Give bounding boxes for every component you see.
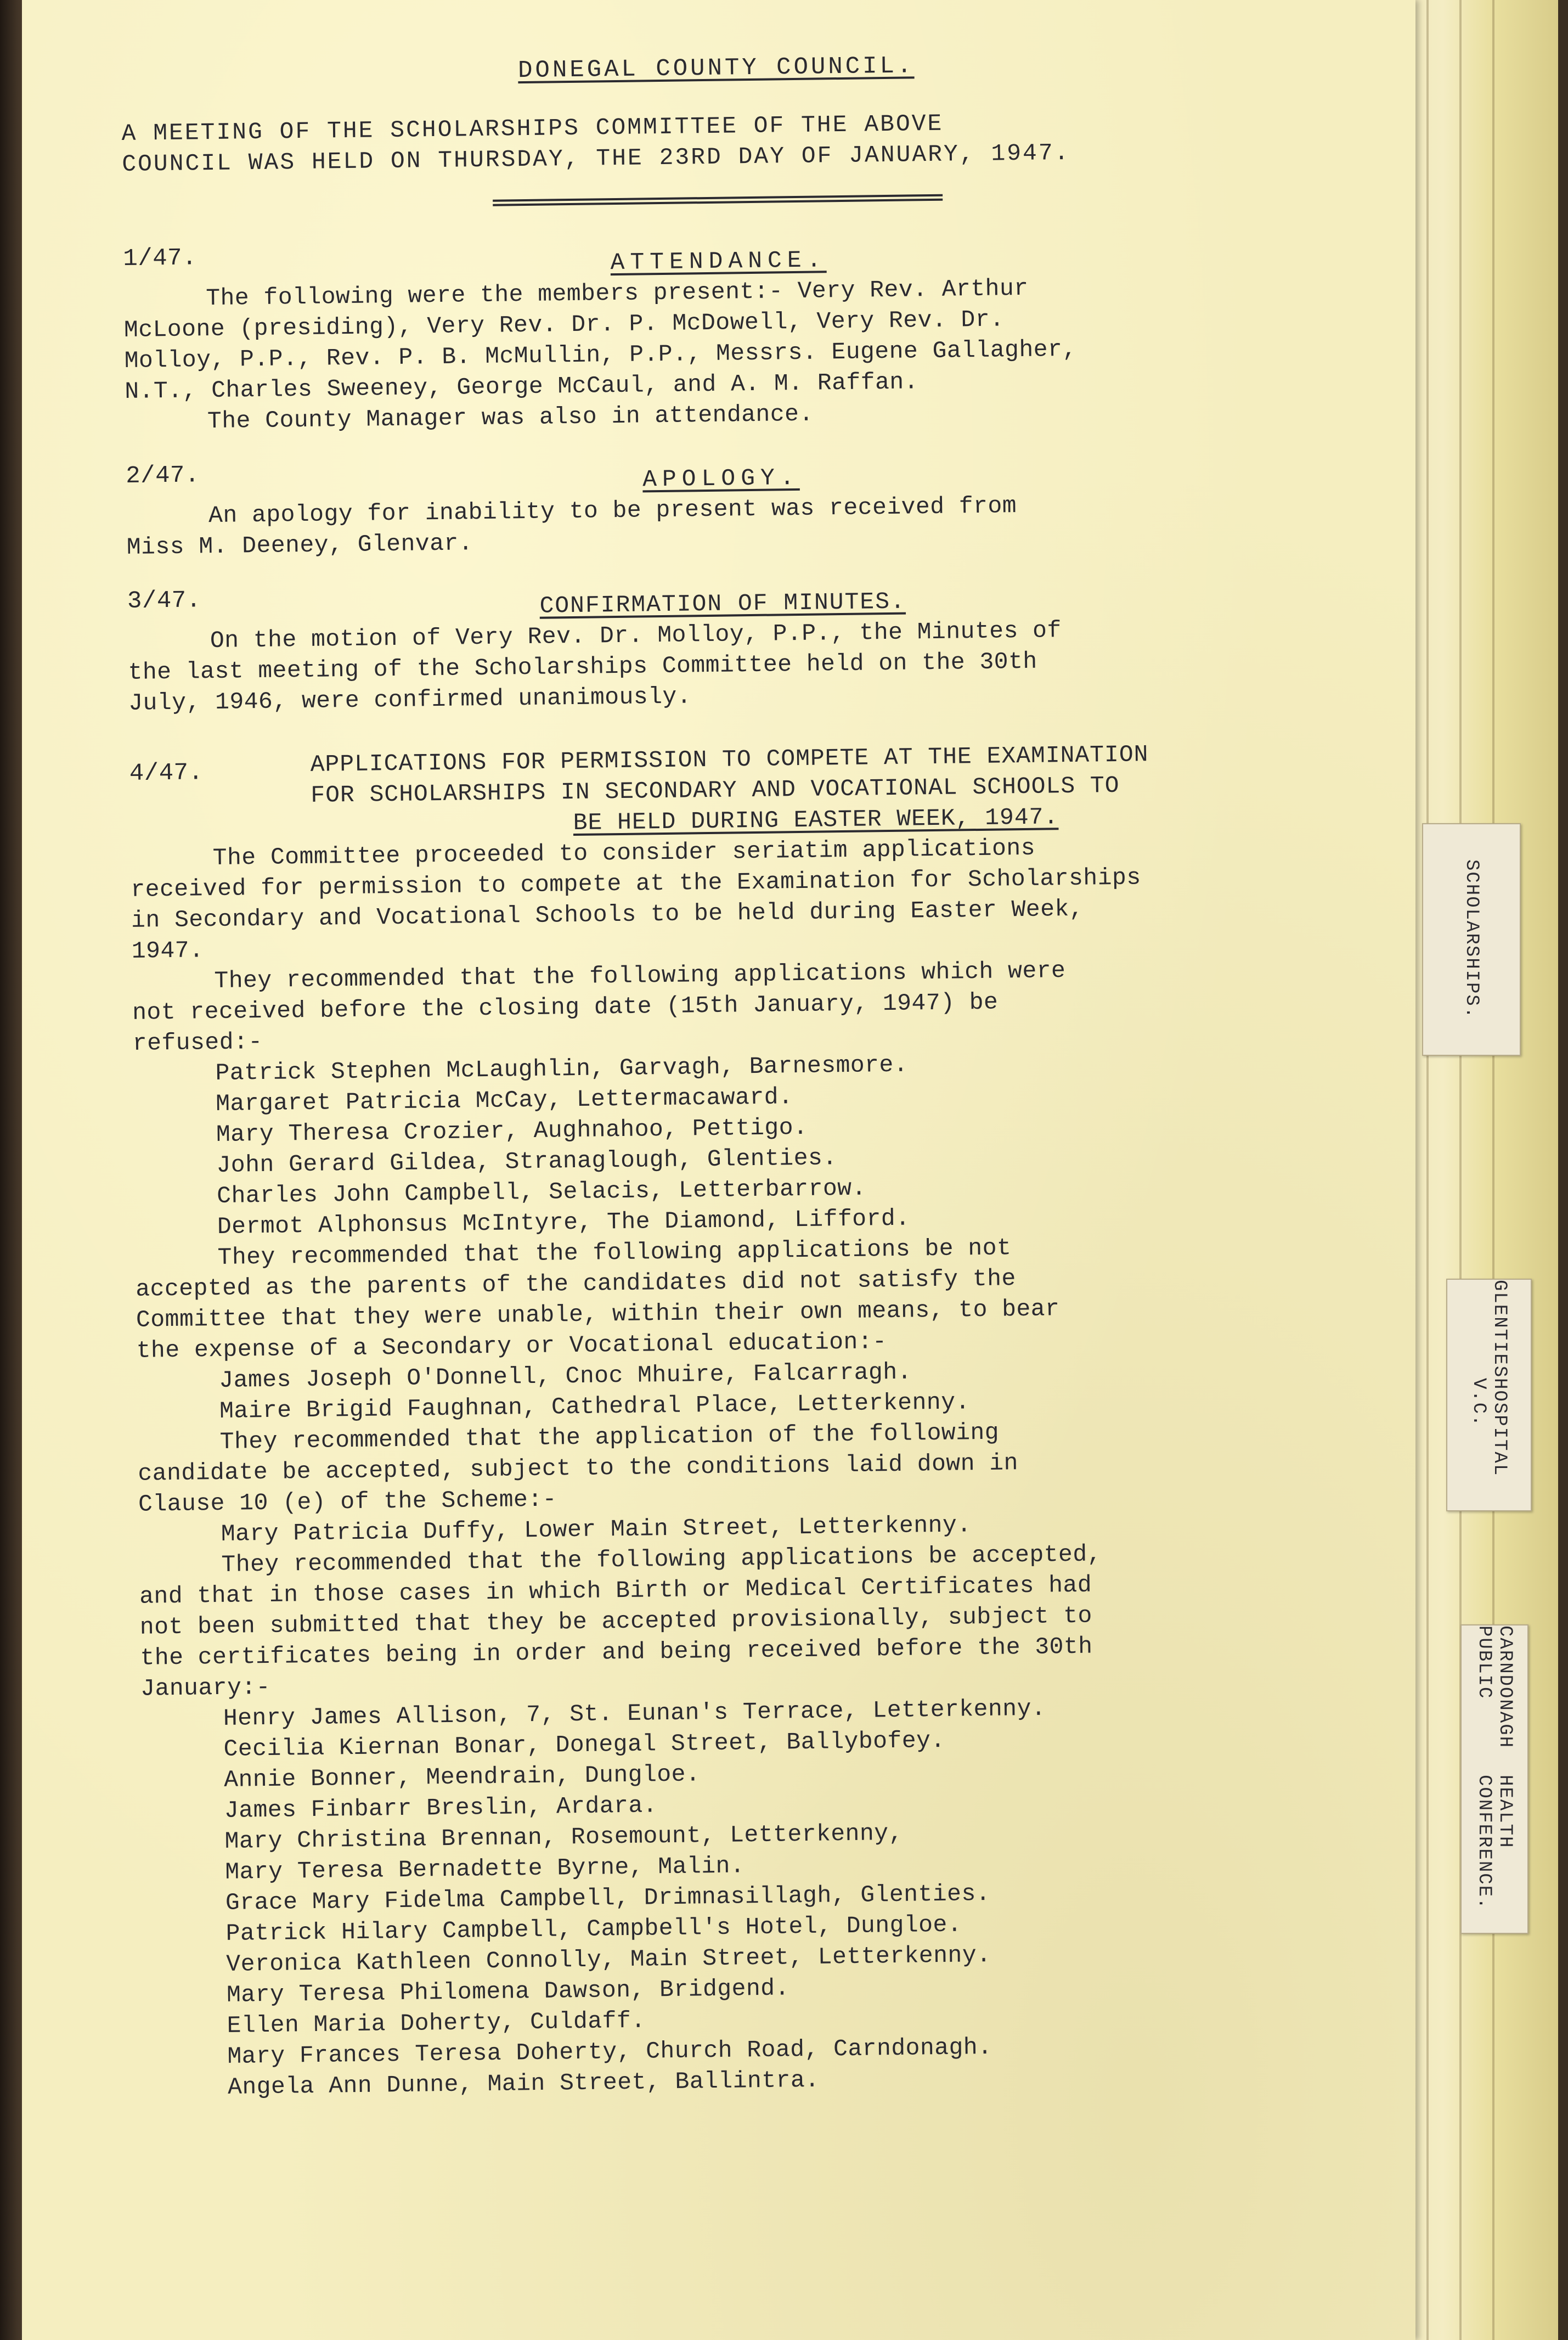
body-line: accepted as the parents of the candidates did not satisfy the [136,1265,1017,1303]
page-edge [1459,0,1462,2340]
section-applications [129,737,1336,2103]
underlying-pages [1394,0,1558,2340]
list-item: Mary Teresa Philomena Dawson, Bridgend. [226,1975,790,2009]
body-line: On the motion of Very Rev. Dr. Molloy, P.P., the Minutes of [210,617,1062,655]
body-line: candidate be accepted, subject to the conditions laid down in [138,1449,1019,1487]
list-item: Veronica Kathleen Connolly, Main Street, Letterkenny. [226,1941,991,1978]
section-number: 3/47. [127,587,201,615]
body-line: refused:- [132,1028,263,1057]
body-line: the certificates being in order and being received before the 30th [140,1633,1093,1672]
body-line: Molloy, P.P., Rev. P. B. McMullin, P.P., Messrs. Eugene Gallagher, [124,335,1077,374]
list-item: Dermot Alphonsus McIntyre, The Diamond, Lifford. [217,1205,910,1241]
page-edge [1426,0,1429,2340]
body-line: N.T., Charles Sweeney, George McCaul, and A. M. Raffan. [125,368,919,405]
tab-label: SCHOLARSHIPS. [1461,859,1482,1020]
body-line: The County Manager was also in attendance. [207,400,814,435]
section-heading: APOLOGY. [642,464,800,493]
body-line: the expense of a Secondary or Vocational education:- [136,1328,887,1364]
list-item: Mary Theresa Crozier, Aughnahoo, Pettigo. [216,1113,808,1149]
section-number: 4/47. [129,759,204,788]
section-number: 2/47. [125,462,200,490]
list-item: James Joseph O'Donnell, Cnoc Mhuire, Falcarragh. [219,1358,912,1394]
double-rule [493,194,943,206]
list-item: Maire Brigid Faughnan, Cathedral Place, Letterkenny. [219,1388,971,1425]
tab-label: CARNDONAGH PUBLIC [1474,1625,1515,1749]
body-line: They recommended that the following applications be accepted, [221,1540,1102,1578]
body-line: Clause 10 (e) of the Scheme:- [138,1486,557,1518]
section-number: 1/47. [123,244,198,273]
binding-spine [0,0,22,2340]
body-line: They recommended that the application of the following [219,1419,1000,1455]
section-minutes [127,581,1319,718]
index-tab-scholarships[interactable] [1422,823,1521,1056]
list-item: Mary Patricia Duffy, Lower Main Street, Letterkenny. [221,1511,972,1548]
tab-label: HEALTH CONFERENCE. [1474,1775,1515,1910]
accepted-list [141,1690,1336,2103]
tab-label: GLENTIES [1489,1280,1510,1379]
intro-line-1: A MEETING OF THE SCHOLARSHIPS COMMITTEE OF THE ABOVE [121,110,944,147]
section-apology [126,456,1317,562]
body-line: not received before the closing date (15th January, 1947) be [132,988,999,1026]
heading-line: BE HELD DURING EASTER WEEK, 1947. [573,803,1059,837]
list-item: Ellen Maria Doherty, Culdaff. [227,2007,646,2039]
body-line: The Committee proceeded to consider seriatim applications [212,834,1036,872]
body-line: 1947. [131,937,204,965]
body-line: received for permission to compete at the Examination for Scholarships [131,864,1141,903]
section-heading [310,737,1321,841]
body-line: the last meeting of the Scholarships Committee held on the 30th [128,648,1037,686]
body-line: They recommended that the following applications be not [217,1234,1012,1272]
list-item: Mary Frances Teresa Doherty, Church Road, Carndonagh. [227,2033,992,2070]
heading-line: APPLICATIONS FOR PERMISSION TO COMPETE AT THE EXAMINATION [310,741,1149,778]
section-heading: ATTENDANCE. [610,246,827,277]
list-item: Charles John Campbell, Selacis, Letterbarrow. [216,1174,867,1210]
body-line: They recommended that the following applications which were [214,957,1066,995]
body-line: January:- [140,1673,271,1702]
body-line: An apology for inability to be present was received from [208,492,1017,530]
body-line: McLoone (presiding), Very Rev. Dr. P. McDowell, Very Rev. Dr. [123,306,1005,344]
body-line: July, 1946, were confirmed unanimously. [128,683,692,717]
heading-line: FOR SCHOLARSHIPS IN SECONDARY AND VOCATIONAL SCHOOLS TO [311,772,1120,809]
list-item: Mary Christina Brennan, Rosemount, Letterkenny, [224,1819,904,1855]
section-attendance [123,239,1316,437]
body-line: and that in those cases in which Birth or Medical Certificates had [139,1571,1092,1610]
section-heading: CONFIRMATION OF MINUTES. [539,588,906,620]
body-line: Committee that they were unable, within their own means, to bear [136,1295,1060,1334]
tab-label: HOSPITAL V.C. [1468,1378,1510,1477]
typed-text [121,46,1336,2103]
body-line: in Secondary and Vocational Schools to be held during Easter Week, [131,895,1084,934]
list-item: Margaret Patricia McCay, Lettermacaward. [215,1083,793,1118]
body-line: The following were the members present:- Very Rev. Arthur [206,274,1029,312]
index-tab-glenties[interactable] [1446,1279,1532,1511]
page-edge [1492,0,1494,2340]
list-item: Angela Ann Dunne, Main Street, Ballintra. [227,2066,820,2101]
refused-list [133,1044,1326,1243]
list-item: John Gerard Gildea, Stranaglough, Glenties. [216,1144,837,1179]
list-item: Cecilia Kiernan Bonar, Donegal Street, Ballybofey. [223,1726,946,1763]
list-item: Patrick Stephen McLaughlin, Garvagh, Barnesmore. [215,1051,909,1087]
list-item: Henry James Allison, 7, St. Eunan's Terrace, Letterkenny. [223,1695,1046,1732]
list-item: James Finbarr Breslin, Ardara. [224,1792,658,1824]
list-item: Grace Mary Fidelma Campbell, Drimnasillagh, Glenties. [225,1880,991,1916]
body-line: not been submitted that they be accepted provisionally, subject to [139,1602,1093,1641]
document-title: DONEGAL COUNTY COUNCIL. [517,52,915,85]
list-item: Mary Teresa Bernadette Byrne, Malin. [225,1852,745,1886]
index-tab-carndonagh[interactable] [1460,1624,1528,1934]
intro-line-2: COUNCIL WAS HELD ON THURSDAY, THE 23RD DAY OF JANUARY, 1947. [122,139,1070,178]
document-page [22,0,1415,2340]
body-line: Miss M. Deeney, Glenvar. [126,530,473,561]
list-item: Patrick Hilary Campbell, Campbell's Hotel, Dungloe. [225,1911,962,1947]
list-item: Annie Bonner, Meendrain, Dungloe. [223,1760,701,1793]
